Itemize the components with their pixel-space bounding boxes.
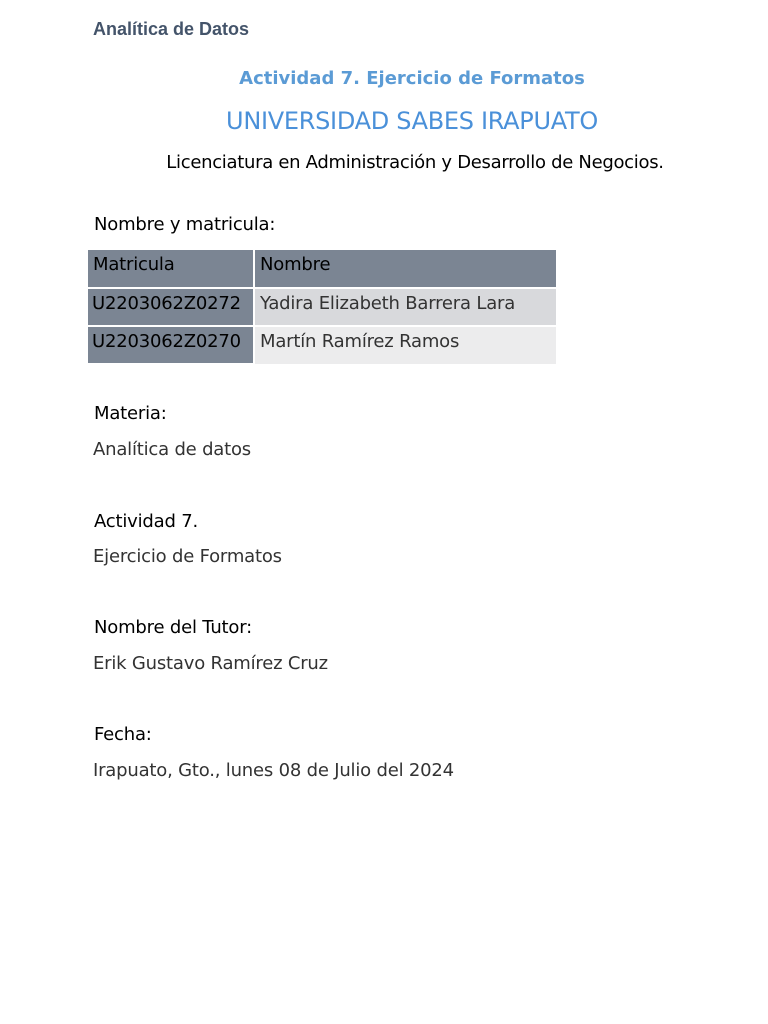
subject-value: Analítica de datos: [93, 439, 251, 460]
column-header-nombre: Nombre: [254, 250, 556, 288]
program-name: Licenciatura en Administración y Desarrollo de Negocios.: [166, 152, 664, 173]
activity-label: Actividad 7.: [94, 511, 198, 532]
date-value: Irapuato, Gto., lunes 08 de Julio del 2024: [93, 760, 454, 781]
tutor-value: Erik Gustavo Ramírez Cruz: [93, 653, 328, 674]
student-id-cell: U2203062Z0270: [88, 326, 254, 364]
student-name-cell: Martín Ramírez Ramos: [254, 326, 556, 364]
activity-title: Actividad 7. Ejercicio de Formatos: [239, 68, 585, 89]
page-header-label: Analítica de Datos: [93, 19, 250, 39]
table-header-row: [88, 250, 556, 288]
column-header-matricula: Matricula: [88, 250, 254, 288]
tutor-label: Nombre del Tutor:: [94, 617, 252, 638]
table-row: [88, 326, 556, 364]
university-name: UNIVERSIDAD SABES IRAPUATO: [226, 107, 598, 135]
activity-value: Ejercicio de Formatos: [93, 546, 282, 567]
date-label: Fecha:: [94, 724, 152, 745]
students-label: Nombre y matricula:: [94, 214, 276, 235]
table-row: [88, 288, 556, 326]
student-name-cell: Yadira Elizabeth Barrera Lara: [254, 288, 556, 326]
subject-label: Materia:: [94, 403, 167, 424]
students-table: [88, 250, 556, 365]
student-id-cell: U2203062Z0272: [88, 288, 254, 326]
